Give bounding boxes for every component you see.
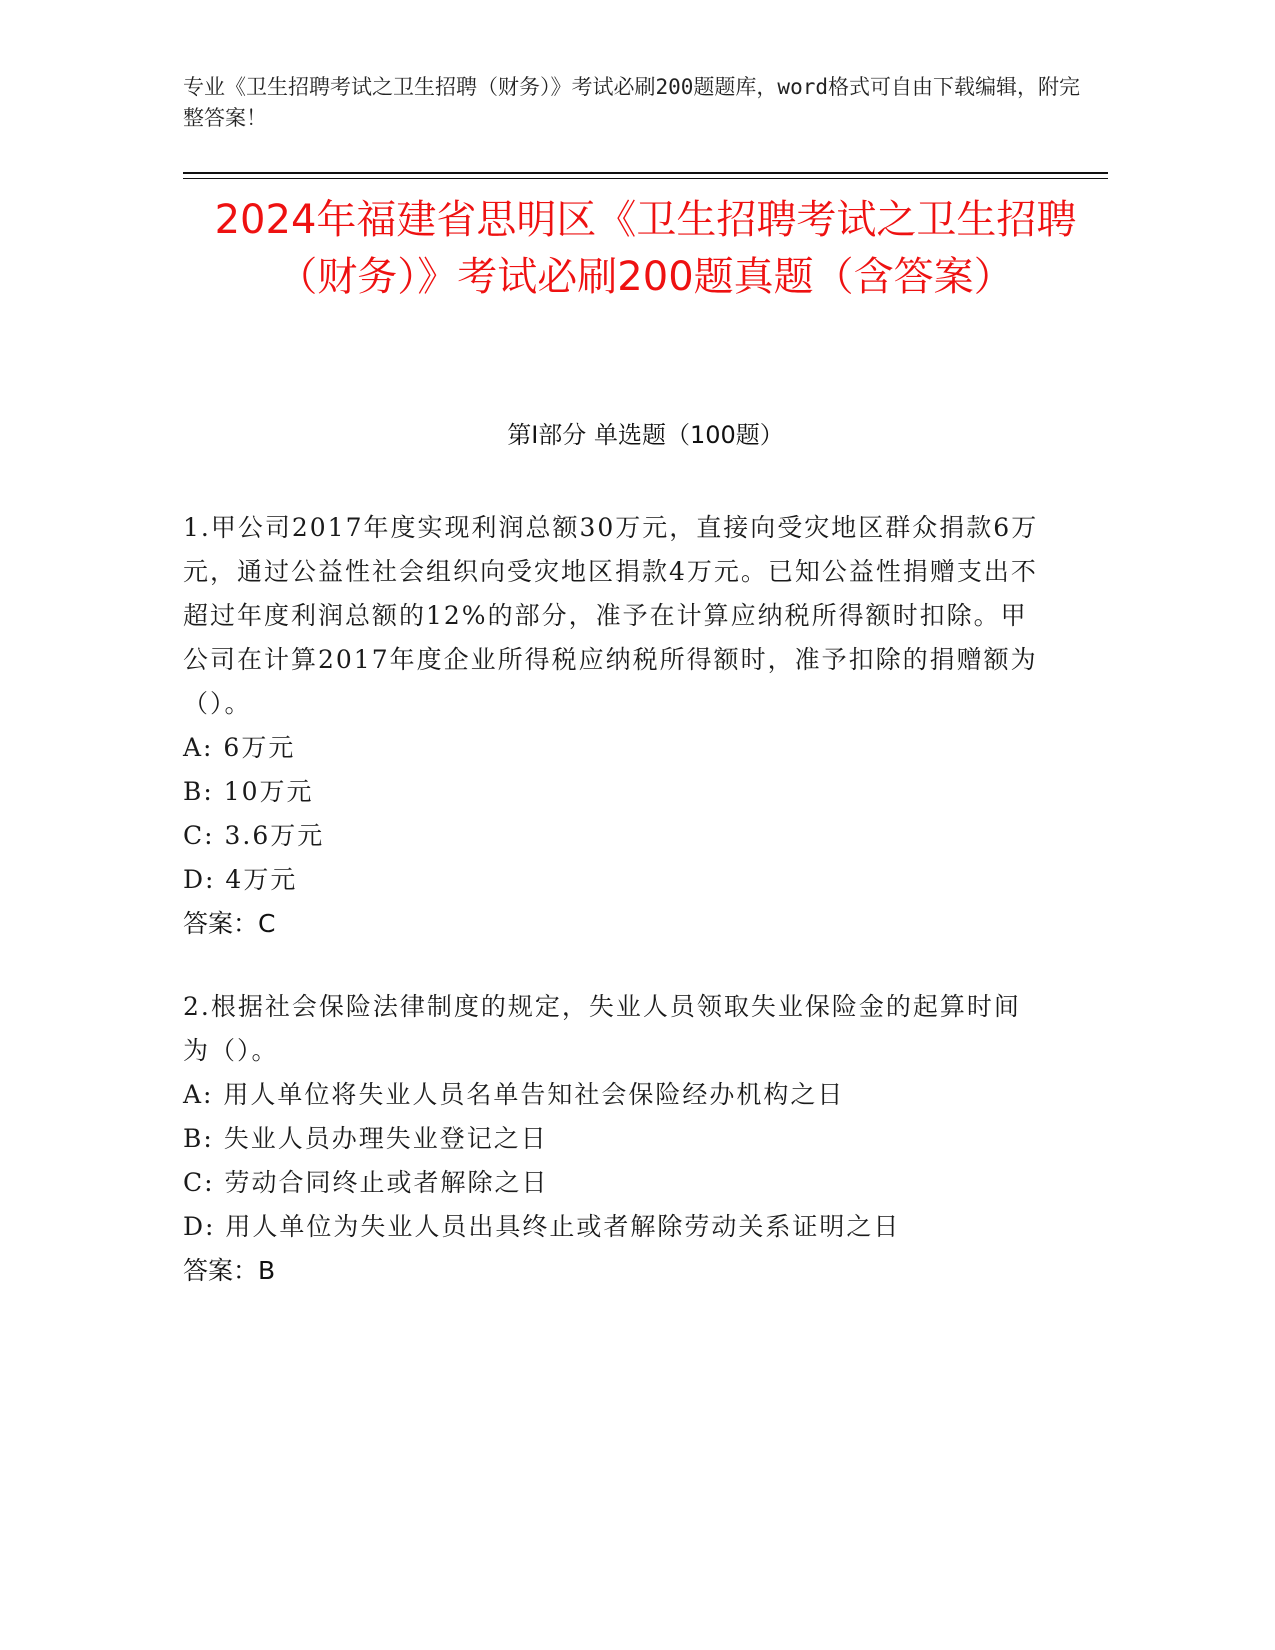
option-a: A: 用人单位将失业人员名单告知社会保险经办机构之日 bbox=[183, 1080, 845, 1109]
section-heading: 第Ⅰ部分 单选题（100题） bbox=[507, 421, 784, 449]
option-b: B: 失业人员办理失业登记之日 bbox=[183, 1124, 548, 1153]
question-item bbox=[183, 506, 1043, 946]
answer-line: 答案：B bbox=[183, 1256, 276, 1285]
document-title: 2024年福建省思明区《卫生招聘考试之卫生招聘（财务）》考试必刷200题真题（含答案） bbox=[214, 197, 1077, 300]
option-d: D: 用人单位为失业人员出具终止或者解除劳动关系证明之日 bbox=[183, 1212, 901, 1241]
option-b: B: 10万元 bbox=[183, 777, 314, 806]
question-item bbox=[183, 985, 1043, 1293]
option-c: C: 3.6万元 bbox=[183, 821, 325, 850]
question-stem: 2.根据社会保险法律制度的规定，失业人员领取失业保险金的起算时间为（）。 bbox=[183, 992, 1021, 1065]
option-a: A: 6万元 bbox=[183, 733, 296, 762]
header-divider-thin bbox=[183, 178, 1108, 179]
option-c: C: 劳动合同终止或者解除之日 bbox=[183, 1168, 549, 1197]
option-d: D: 4万元 bbox=[183, 865, 298, 894]
header-note: 专业《卫生招聘考试之卫生招聘（财务）》考试必刷200题题库，word格式可自由下载编辑，附完整答案！ bbox=[183, 75, 1080, 130]
question-stem: 1.甲公司2017年度实现利润总额30万元，直接向受灾地区群众捐款6万元，通过公益性社会组织向受灾地区捐款4万元。已知公益性捐赠支出不超过年度利润总额的12%的部分，准予在计算应纳税所得额时扣除。甲公司在计算2017年度企业所得税应纳税所得额时，准予扣除的捐赠额为（）。 bbox=[183, 513, 1039, 718]
header-divider-thick bbox=[183, 172, 1108, 174]
answer-line: 答案：C bbox=[183, 909, 276, 938]
